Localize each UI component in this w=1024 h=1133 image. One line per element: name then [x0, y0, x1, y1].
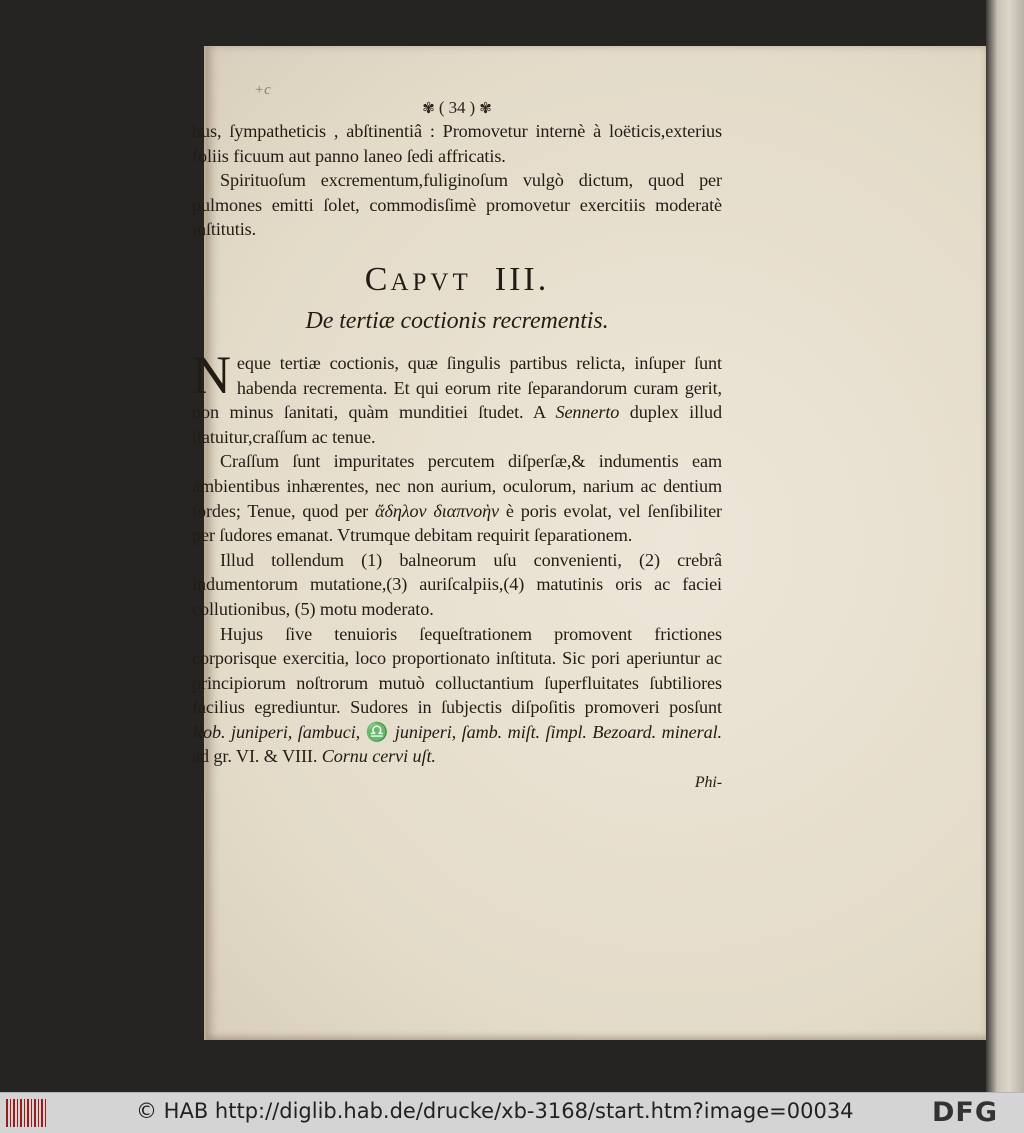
paragraph-3	[192, 344, 722, 449]
paragraph-6-text-a: Hujus ſive tenuioris ſequeſtrationem promovent frictiones corporisque exercitia, loco proportionato inſtituta. Sic pori aperiuntur ac principiorum noſtrorum mutuò colluctantium ſuperfluitates ſubtiliores facilius egrediuntur. Sudores in ſubjectis diſpoſitis promoveri posſunt	[192, 623, 722, 718]
paragraph-3-text-b: duplex illud ſtatuitur,craſſum ac tenue.	[192, 402, 722, 447]
book-cover-edge	[986, 0, 1024, 1092]
catchword: Phi-	[694, 774, 722, 792]
paragraph-6-text-b: ad gr. VI. & VIII.	[192, 746, 322, 767]
chapter-word: APVT	[390, 268, 472, 296]
paragraph-4-text-b: è poris evolat, vel ſenſibiliter per ſudores emanat. Vtrumque debitam requirit ſeparationem.	[192, 500, 723, 546]
page-number: ( 34 )	[438, 98, 476, 117]
hab-barcode-icon	[6, 1099, 46, 1127]
recipe-italic-1: Rob. juniperi, ſambuci,	[192, 721, 366, 742]
page-header	[192, 98, 722, 119]
chapter-heading	[192, 258, 722, 305]
page-text	[192, 98, 722, 796]
drop-cap: N	[192, 344, 231, 405]
paragraph-4	[192, 449, 722, 547]
paragraph-6	[192, 622, 722, 770]
alchemical-symbol-icon: ♎	[365, 721, 390, 742]
paragraph-4-text-a: Craſſum ſunt impuritates percutem diſperſæ,& indumentis eam ambientibus inhærentes, nec non aurium, oculorum, narium ac dentium ſordes; Tenue, quod per	[192, 451, 722, 521]
copyright-link[interactable]: © HAB http://diglib.hab.de/drucke/xb-3168/start.htm?image=00034	[136, 1099, 854, 1123]
author-name: Sennerto	[555, 402, 620, 423]
footer-bar	[0, 1092, 1024, 1133]
chapter-subtitle: De tertiæ coctionis recrementis.	[305, 307, 609, 334]
paragraph-2: Spirituoſum excrementum,fuliginoſum vulgò dictum, quod per pulmones emitti ſolet, commodisſimè promovetur exercitiis moderatè inſtitutis.	[192, 170, 722, 240]
margin-note: +c	[254, 82, 271, 98]
greek-phrase: ἄδηλον διαπνοὴν	[375, 500, 499, 521]
ornament-right-icon: ✾	[479, 101, 492, 117]
recipe-italic-3: Cornu cervi uſt.	[321, 746, 436, 767]
paragraph-5: Illud tollendum (1) balneorum uſu convenienti, (2) crebrâ indumentorum mutatione,(3) auriſcalpiis,(4) matutinis oris ac faciei collutionibus, (5) motu moderato.	[192, 549, 722, 619]
ornament-left-icon: ✾	[422, 101, 435, 117]
paragraph-3-text-a: eque tertiæ coctionis, quæ ſingulis partibus relicta, inſuper ſunt habenda recrementa. Et qui eorum rite ſeparandorum curam gerit, non minus ſanitati, quàm munditiei ſtudet. A	[192, 352, 722, 423]
paragraph-1: bus, ſympatheticis , abſtinentiâ : Promovetur internè à loëticis,exterius foliis ficuum aut panno laneo ſedi affricatis.	[192, 121, 722, 166]
dfg-logo[interactable]: DFG	[932, 1097, 999, 1128]
chapter-initial: C	[364, 260, 391, 298]
recipe-italic-2: juniperi, ſamb. miſt. ſimpl. Bezoard. mineral.	[389, 721, 722, 742]
chapter-number: III.	[494, 260, 550, 298]
